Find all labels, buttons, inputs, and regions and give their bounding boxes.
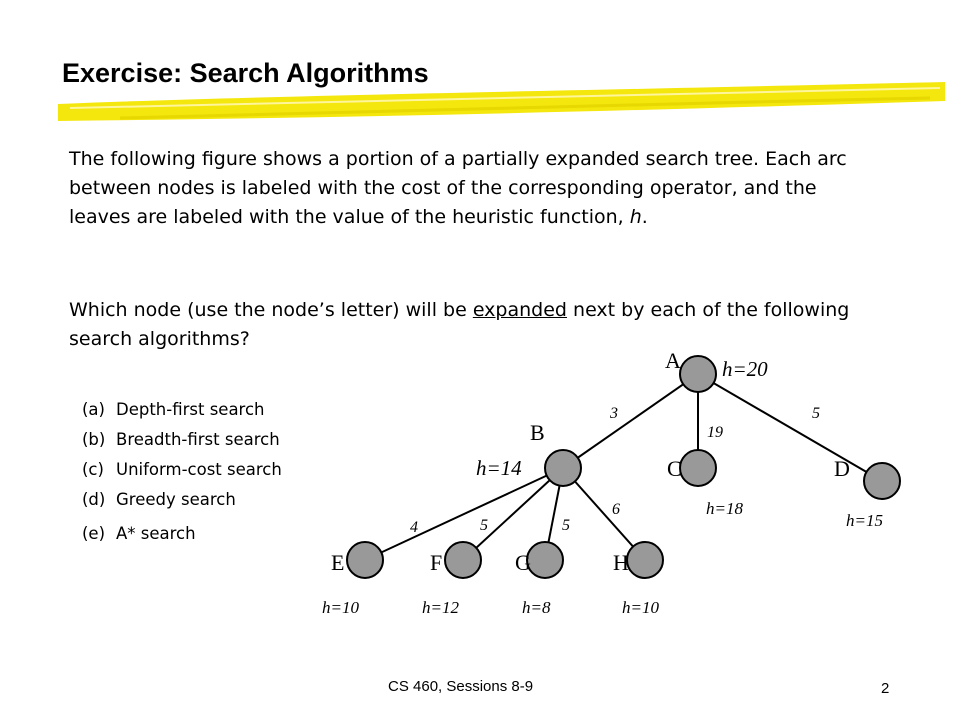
node-heuristic-label: h=12 bbox=[422, 598, 459, 617]
node-letter-label: F bbox=[430, 550, 443, 575]
node-letter-label: C bbox=[667, 456, 682, 481]
tree-node-D bbox=[864, 463, 900, 499]
node-letter-label: A bbox=[665, 348, 681, 373]
node-letter-label: H bbox=[613, 550, 629, 575]
option-tag: (e) bbox=[82, 524, 106, 543]
intro-text: The following figure shows a portion of a partially expanded search tree. Each arc between nodes is labeled with the cost of the corresponding operator, and the leaves are labeled with the value of the heuristic function, bbox=[69, 148, 847, 228]
edge-cost-label: 6 bbox=[612, 501, 620, 518]
node-heuristic-label: h=18 bbox=[706, 499, 743, 518]
edge-cost-label: 3 bbox=[610, 405, 618, 422]
option-tag: (c) bbox=[82, 460, 104, 479]
node-letter-label: E bbox=[331, 550, 345, 575]
node-heuristic-label: h=10 bbox=[322, 598, 359, 617]
option-text: Depth-first search bbox=[116, 400, 265, 419]
page-number: 2 bbox=[881, 680, 890, 697]
node-heuristic-label: h=14 bbox=[476, 456, 522, 480]
option-text: Uniform-cost search bbox=[116, 460, 282, 479]
tree-node-H bbox=[627, 542, 663, 578]
node-heuristic-label: h=8 bbox=[522, 598, 551, 617]
slide-title: Exercise: Search Algorithms bbox=[62, 58, 429, 88]
tree-node-B bbox=[545, 450, 581, 486]
question-text-before: Which node (use the node’s letter) will be bbox=[69, 299, 473, 321]
question-emphasis: expanded bbox=[472, 299, 567, 321]
node-letter-label: D bbox=[834, 456, 850, 481]
option-text: Greedy search bbox=[116, 490, 236, 509]
node-letter-label: B bbox=[530, 420, 545, 445]
edge-cost-label: 4 bbox=[410, 519, 418, 536]
option-text: Breadth-first search bbox=[116, 430, 280, 449]
option-tag: (a) bbox=[82, 400, 105, 419]
edge-cost-label: 5 bbox=[480, 517, 488, 534]
question-text-after: next by each of the following search algorithms? bbox=[69, 299, 850, 350]
tree-node-G bbox=[527, 542, 563, 578]
tree-node-C bbox=[680, 450, 716, 486]
option-text: A* search bbox=[116, 524, 196, 543]
edge-cost-label: 19 bbox=[707, 424, 723, 441]
node-heuristic-label: h=15 bbox=[846, 511, 883, 530]
option-tag: (d) bbox=[82, 490, 106, 509]
footer-text: CS 460, Sessions 8-9 bbox=[388, 678, 534, 695]
option-tag: (b) bbox=[82, 430, 106, 449]
node-letter-label: G bbox=[515, 550, 531, 575]
edge-cost-label: 5 bbox=[812, 405, 820, 422]
edge-cost-label: 5 bbox=[562, 517, 570, 534]
tree-node-E bbox=[347, 542, 383, 578]
tree-edge-A-B bbox=[563, 374, 698, 468]
tree-edge-A-D bbox=[698, 374, 882, 481]
tree-node-F bbox=[445, 542, 481, 578]
node-heuristic-label: h=10 bbox=[622, 598, 659, 617]
node-heuristic-label: h=20 bbox=[722, 357, 768, 381]
heuristic-var: h bbox=[629, 206, 642, 228]
tree-node-A bbox=[680, 356, 716, 392]
intro-end: . bbox=[641, 206, 648, 228]
